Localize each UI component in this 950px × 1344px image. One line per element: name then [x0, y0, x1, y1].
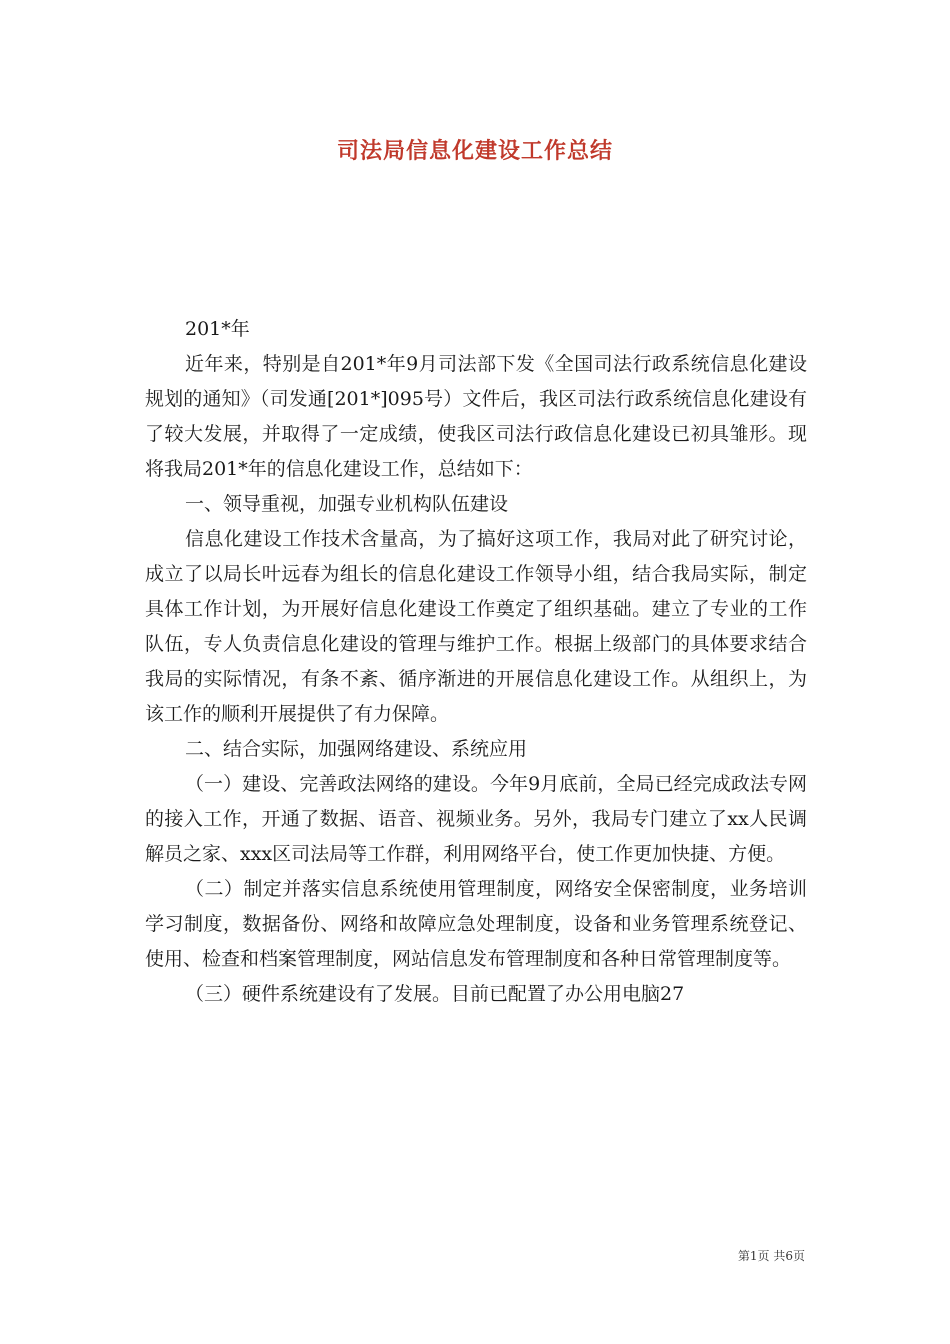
paragraph-item-2: （二）制定并落实信息系统使用管理制度，网络安全保密制度，业务培训学习制度，数据备份、网络和故障应急处理制度，设备和业务管理系统登记、使用、检查和档案管理制度，网站信息发布管理制度和各种日常管理制度等。: [145, 878, 807, 970]
page-number: 第1页 共6页: [737, 1249, 805, 1263]
section-heading-1: 一、领导重视，加强专业机构队伍建设: [185, 493, 509, 515]
section-heading-2: 二、结合实际，加强网络建设、系统应用: [185, 738, 528, 760]
document-title: 司法局信息化建设工作总结: [336, 138, 613, 164]
paragraph-section-1: 信息化建设工作技术含量高，为了搞好这项工作，我局对此了研究讨论，成立了以局长叶远春为组长的信息化建设工作领导小组，结合我局实际，制定具体工作计划，为开展好信息化建设工作奠定了组织基础。建立了专业的工作队伍，专人负责信息化建设的管理与维护工作。根据上级部门的具体要求结合我局的实际情况，有条不紊、循序渐进的开展信息化建设工作。从组织上，为该工作的顺利开展提供了有力保障。: [145, 528, 807, 725]
paragraph-intro: 近年来，特别是自201*年9月司法部下发《全国司法行政系统信息化建设规划的通知》（司发通[201*]095号）文件后，我区司法行政系统信息化建设有了较大发展，并取得了一定成绩，使我区司法行政信息化建设已初具雏形。现将我局201*年的信息化建设工作，总结如下：: [145, 353, 807, 480]
paragraph-item-1: （一）建设、完善政法网络的建设。今年9月底前，全局已经完成政法专网的接入工作，开通了数据、语音、视频业务。另外，我局专门建立了xx人民调解员之家、xxx区司法局等工作群，利用网络平台，使工作更加快捷、方便。: [145, 773, 807, 865]
paragraph-item-3: （三）硬件系统建设有了发展。目前已配置了办公用电脑27: [185, 983, 685, 1005]
paragraph-date: 201*年: [185, 318, 250, 340]
document-body: [145, 312, 807, 1012]
